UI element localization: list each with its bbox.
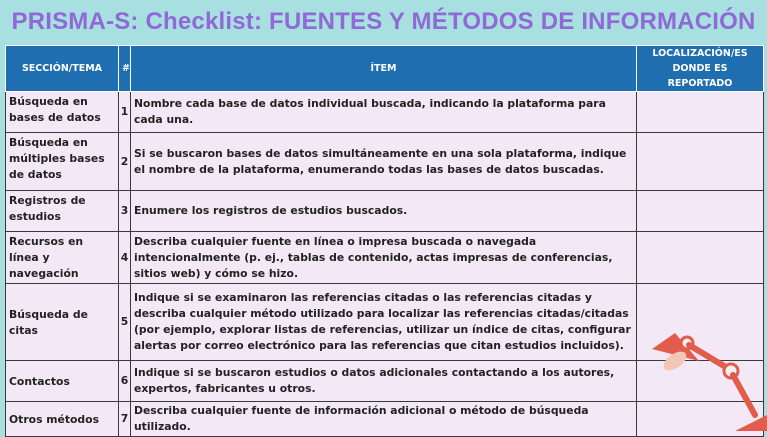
row-item: Indique si se buscaron estudios o datos adicionales contactando a los autores, expertos, fabricantes u otros. bbox=[131, 361, 637, 402]
row-location-cell[interactable] bbox=[637, 133, 764, 191]
lamp-base bbox=[735, 415, 767, 431]
row-item: Describa cualquier fuente en línea o impresa buscada o navegada intencionalmente (p. ej., tablas de contenido, actas impresas de conferencias, sitios web) y cómo se hizo. bbox=[131, 232, 637, 284]
row-item: Indique si se examinaron las referencias citadas o las referencias citadas y describa cualquier método utilizado para localizar las referencias citadas/citadas (por ejemplo, explorar listas de referencias, utilizar un índice de citas, configurar alertas por correo electrónico para las referencias que citan estudios incluidos). bbox=[131, 284, 637, 361]
row-section: Otros métodos bbox=[6, 402, 119, 437]
row-section: Recursos en línea y navegación bbox=[6, 232, 119, 284]
row-number: 6 bbox=[119, 361, 131, 402]
table-header-row bbox=[6, 46, 764, 92]
row-item: Describa cualquier fuente de información adicional o método de búsqueda utilizado. bbox=[131, 402, 637, 437]
table-row bbox=[6, 191, 764, 232]
row-location-cell[interactable] bbox=[637, 92, 764, 133]
table-row bbox=[6, 232, 764, 284]
row-item: Enumere los registros de estudios buscados. bbox=[131, 191, 637, 232]
row-section: Registros de estudios bbox=[6, 191, 119, 232]
row-number: 5 bbox=[119, 284, 131, 361]
page-title: PRISMA-S: Checklist: FUENTES Y MÉTODOS DE INFORMACIÓN bbox=[11, 8, 756, 35]
header-location: LOCALIZACIÓN/ES DONDE ES REPORTADO bbox=[637, 46, 764, 92]
row-location-cell[interactable] bbox=[637, 232, 764, 284]
row-section: Búsqueda en bases de datos bbox=[6, 92, 119, 133]
header-item: ÍTEM bbox=[131, 46, 637, 92]
row-number: 1 bbox=[119, 92, 131, 133]
row-number: 2 bbox=[119, 133, 131, 191]
header-section: SECCIÓN/TEMA bbox=[6, 46, 119, 92]
row-number: 4 bbox=[119, 232, 131, 284]
row-number: 3 bbox=[119, 191, 131, 232]
row-number: 7 bbox=[119, 402, 131, 437]
row-section: Búsqueda de citas bbox=[6, 284, 119, 361]
lamp-lower-arm bbox=[733, 375, 755, 415]
desk-lamp-icon bbox=[647, 311, 767, 431]
row-item: Nombre cada base de datos individual buscada, indicando la plataforma para cada una. bbox=[131, 92, 637, 133]
row-item: Si se buscaron bases de datos simultáneamente en una sola plataforma, indique el nombre de la plataforma, enumerando todas las bases de datos buscadas. bbox=[131, 133, 637, 191]
table-row bbox=[6, 92, 764, 133]
row-location-cell[interactable] bbox=[637, 191, 764, 232]
table-row bbox=[6, 133, 764, 191]
row-section: Contactos bbox=[6, 361, 119, 402]
row-section: Búsqueda en múltiples bases de datos bbox=[6, 133, 119, 191]
header-num: # bbox=[119, 46, 131, 92]
